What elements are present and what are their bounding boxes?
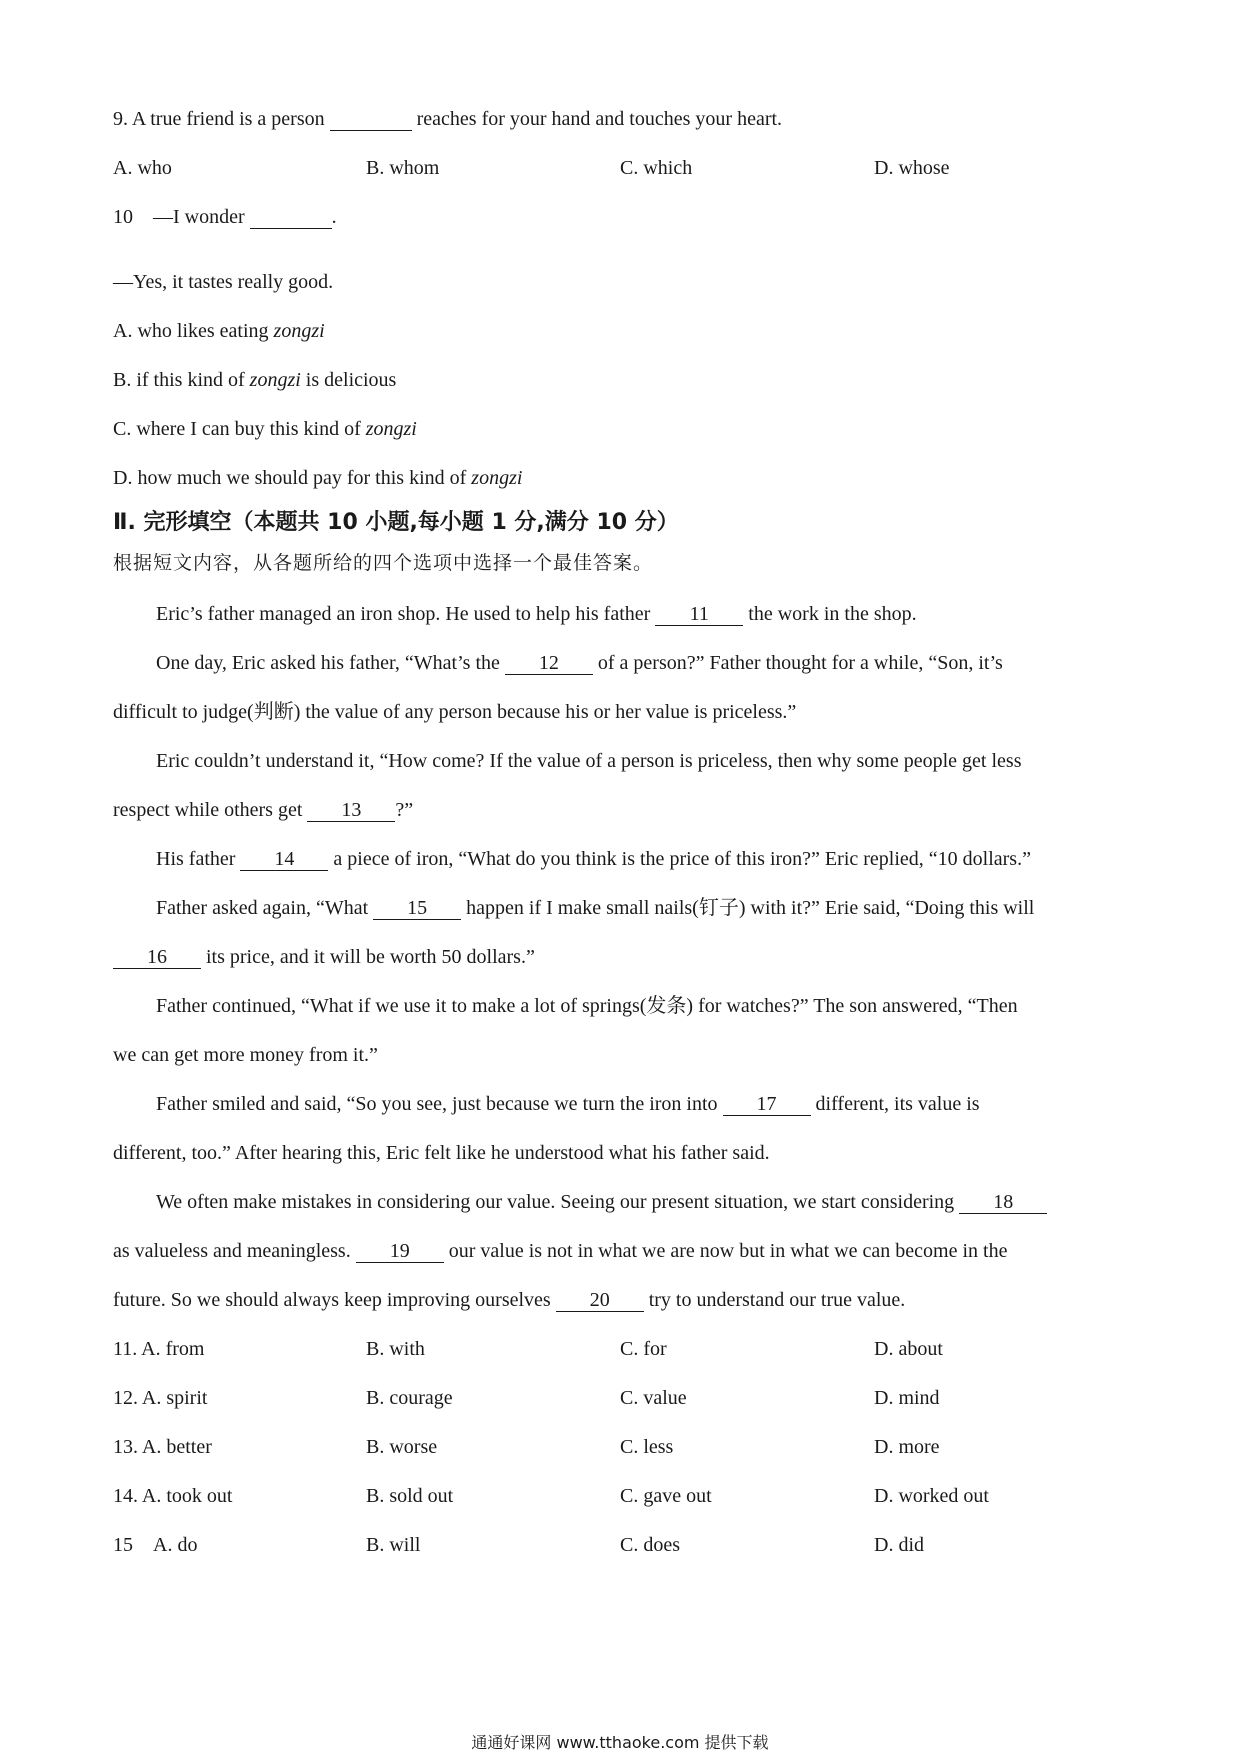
choice-11-c: C. for	[620, 1338, 667, 1360]
blank-16: 16	[113, 946, 201, 969]
choice-12-d: D. mind	[874, 1387, 940, 1409]
passage-line-12: different, too.” After hearing this, Eric felt like he understood what his father said.	[113, 1142, 770, 1164]
choice-13-c: C. less	[620, 1436, 674, 1458]
choice-15-d: D. did	[874, 1534, 924, 1556]
passage-line-9: Father continued, “What if we use it to make a lot of springs(发条) for watches?” The son answered, “Then	[156, 995, 1018, 1017]
q9-stem: 9. A true friend is a person reaches for your hand and touches your heart.	[113, 108, 783, 130]
choice-11-b: B. with	[366, 1338, 425, 1360]
choice-13-a: 13. A. better	[113, 1436, 212, 1458]
passage-line-8: 16 its price, and it will be worth 50 dollars.”	[113, 944, 535, 970]
passage-line-7: Father asked again, “What 15 happen if I make small nails(钉子) with it?” Erie said, “Doing this will	[156, 897, 1035, 919]
blank-18: 18	[959, 1191, 1047, 1214]
passage-line-4: Eric couldn’t understand it, “How come? If the value of a person is priceless, then why some people get less	[156, 750, 1022, 772]
choice-14-a: 14. A. took out	[113, 1485, 233, 1507]
choice-12-a: 12. A. spirit	[113, 1387, 208, 1409]
choice-12-b: B. courage	[366, 1387, 453, 1409]
choice-11-d: D. about	[874, 1338, 943, 1360]
passage-line-15: future. So we should always keep improving ourselves 20 try to understand our true value.	[113, 1289, 906, 1311]
q9-option-c: C. which	[620, 157, 693, 179]
section-heading: Ⅱ. 完形填空（本题共 10 小题,每小题 1 分,满分 10 分）	[113, 510, 679, 535]
q10-option-c: C. where I can buy this kind of zongzi	[113, 418, 417, 440]
section-instruction: 根据短文内容，从各题所给的四个选项中选择一个最佳答案。	[113, 552, 654, 574]
choice-12-c: C. value	[620, 1387, 687, 1409]
q10-option-b: B. if this kind of zongzi is delicious	[113, 369, 397, 391]
passage-line-11: Father smiled and said, “So you see, just because we turn the iron into 17 different, its value is	[156, 1093, 980, 1115]
choice-13-b: B. worse	[366, 1436, 438, 1458]
choice-15-b: B. will	[366, 1534, 421, 1556]
blank-19: 19	[356, 1240, 444, 1263]
blank-17: 17	[723, 1093, 811, 1116]
choice-13-d: D. more	[874, 1436, 940, 1458]
blank-11: 11	[655, 603, 743, 626]
choice-11-a: 11. A. from	[113, 1338, 205, 1360]
q10-blank	[250, 206, 332, 229]
q9-option-b: B. whom	[366, 157, 440, 179]
q10-option-d: D. how much we should pay for this kind of zongzi	[113, 467, 523, 489]
passage-line-14: as valueless and meaningless. 19 our value is not in what we are now but in what we can become in the	[113, 1240, 1008, 1262]
page-footer: 通通好课网 www.tthaoke.com 提供下载	[471, 1733, 769, 1752]
blank-14: 14	[240, 848, 328, 871]
q10-option-a: A. who likes eating zongzi	[113, 320, 325, 342]
q9-blank	[330, 108, 412, 131]
passage-line-3: difficult to judge(判断) the value of any person because his or her value is priceless.”	[113, 701, 797, 723]
passage-line-2: One day, Eric asked his father, “What’s the 12 of a person?” Father thought for a while, “Son, it’s	[156, 652, 1003, 674]
q10-reply: —Yes, it tastes really good.	[113, 271, 334, 293]
q9-option-a: A. who	[113, 157, 172, 179]
passage-line-10: we can get more money from it.”	[113, 1044, 378, 1066]
passage-line-1: Eric’s father managed an iron shop. He used to help his father 11 the work in the shop.	[156, 603, 917, 625]
q9-option-d: D. whose	[874, 157, 950, 179]
blank-20: 20	[556, 1289, 644, 1312]
q10-stem: 10 —I wonder .	[113, 206, 337, 228]
blank-15: 15	[373, 897, 461, 920]
choice-15-c: C. does	[620, 1534, 680, 1556]
passage-line-6: His father 14 a piece of iron, “What do you think is the price of this iron?” Eric replied, “10 dollars.”	[156, 848, 1031, 870]
choice-14-b: B. sold out	[366, 1485, 454, 1507]
blank-12: 12	[505, 652, 593, 675]
passage-line-13: We often make mistakes in considering our value. Seeing our present situation, we start considering 18	[156, 1189, 1047, 1215]
choice-14-d: D. worked out	[874, 1485, 989, 1507]
passage-line-5: respect while others get 13 ?”	[113, 799, 414, 821]
choice-14-c: C. gave out	[620, 1485, 712, 1507]
choice-15-a: 15 A. do	[113, 1534, 198, 1556]
blank-13: 13	[307, 799, 395, 822]
